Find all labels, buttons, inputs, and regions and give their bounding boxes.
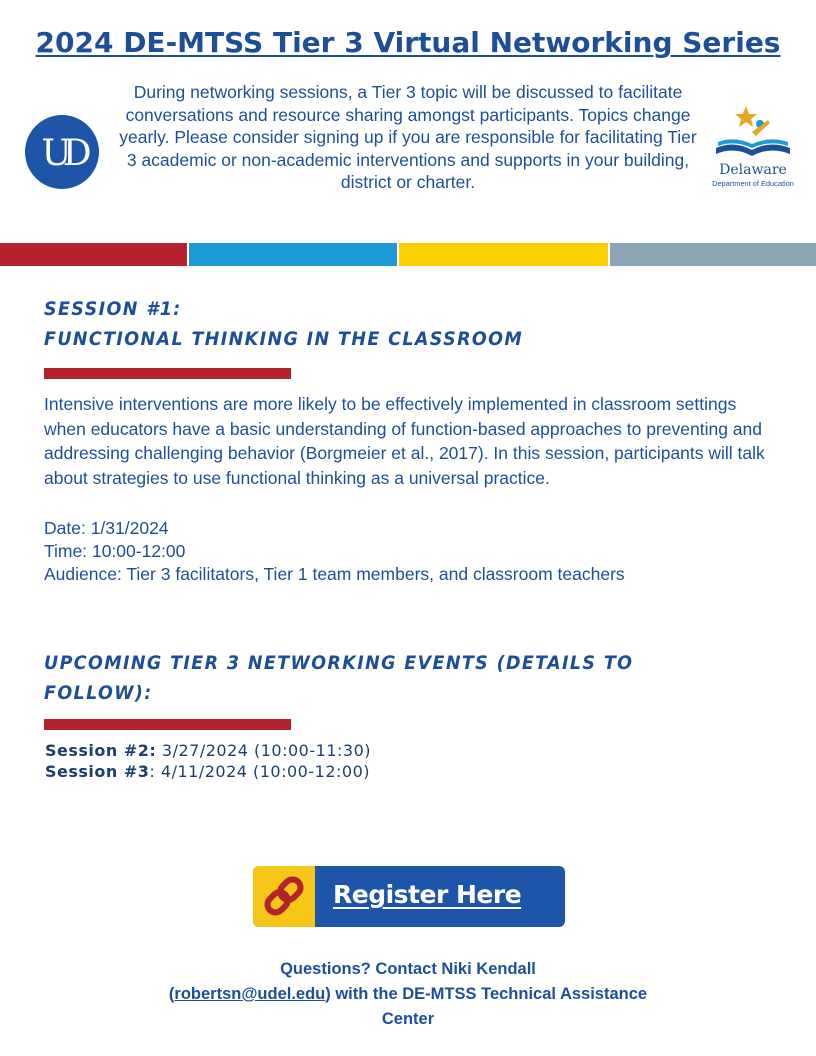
contact-line1: Questions? Contact Niki Kendall xyxy=(280,960,536,978)
link-icon xyxy=(253,866,315,927)
session1-date: Date: 1/31/2024 xyxy=(44,518,169,538)
upcoming-heading-line2: FOLLOW): xyxy=(44,682,153,704)
upcoming-heading-line1: UPCOMING TIER 3 NETWORKING EVENTS (DETAILS TO xyxy=(44,652,634,674)
delaware-name: Delaware xyxy=(719,162,787,178)
delaware-doe-logo xyxy=(708,104,798,200)
session3-detail: : 4/11/2024 (10:00-12:00) xyxy=(149,762,370,781)
ud-logo-graphic xyxy=(24,114,100,190)
book-star-icon xyxy=(708,104,798,200)
session1-time: Time: 10:00-12:00 xyxy=(44,541,186,561)
contact-open-paren: ( xyxy=(168,985,175,1003)
intro-paragraph: During networking sessions, a Tier 3 topic will be discussed to facilitate conversations and resource sharing amongst participants. Topics change yearly. Please consider signing up if you are responsible for facilitating Tier 3 academic or non-academic interventions and supports in your building, district or charter. xyxy=(119,82,697,192)
session1-heading-line2: FUNCTIONAL THINKING IN THE CLASSROOM xyxy=(44,328,524,350)
session1-heading-line1: SESSION #1: xyxy=(44,298,182,320)
contact-rest: ) with the DE-MTSS Technical Assistance Center xyxy=(325,985,648,1028)
list-item xyxy=(45,740,371,761)
session1-heading xyxy=(44,294,523,354)
session1-audience: Audience: Tier 3 facilitators, Tier 1 team members, and classroom teachers xyxy=(44,564,625,584)
stripe-gray xyxy=(610,243,816,266)
page-title: 2024 DE-MTSS Tier 3 Virtual Networking Series xyxy=(35,26,781,59)
register-label[interactable]: Register Here xyxy=(333,880,522,909)
ud-letters: UD xyxy=(41,133,83,174)
contact-info xyxy=(150,957,666,1032)
session3-label: Session #3 xyxy=(45,762,150,781)
stripe-red xyxy=(0,243,187,266)
upcoming-divider xyxy=(44,719,291,730)
session2-label: Session #2: xyxy=(45,741,157,760)
upcoming-heading xyxy=(44,648,633,708)
register-button[interactable] xyxy=(253,866,565,927)
session2-detail: 3/27/2024 (10:00-11:30) xyxy=(156,741,371,760)
doe-subtitle: Department of Education xyxy=(712,179,794,188)
stripe-yellow xyxy=(399,243,608,266)
list-item xyxy=(45,761,371,782)
session1-details xyxy=(44,517,774,586)
session1-divider xyxy=(44,368,291,379)
upcoming-sessions-list xyxy=(45,740,371,782)
stripe-blue xyxy=(189,243,397,266)
contact-email-link[interactable]: robertsn@udel.edu xyxy=(174,985,326,1003)
ud-logo xyxy=(24,114,100,190)
session1-description: Intensive interventions are more likely to be effectively implemented in classroom settings when educators have a basic understanding of function-based approaches to preventing and addressing challenging behavior (Borgmeier et al., 2017). In this session, participants will talk about strategies to use functional thinking as a universal practice. xyxy=(44,394,765,488)
